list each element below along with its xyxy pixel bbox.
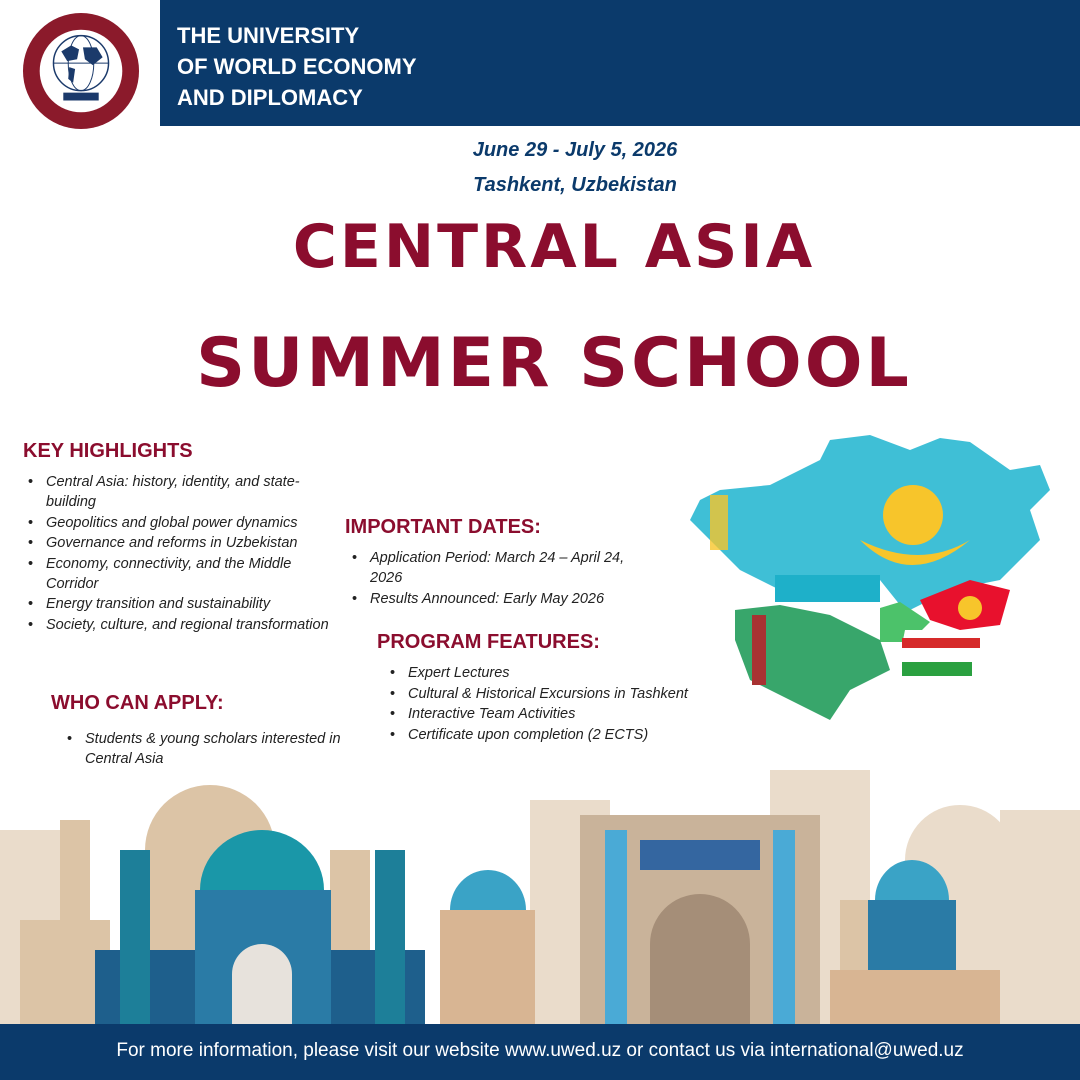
list-item: • Cultural & Historical Excursions in Tashkent — [386, 684, 696, 704]
highlights-heading: KEY HIGHLIGHTS — [23, 440, 193, 462]
features-list — [386, 663, 696, 745]
title-line-2: SUMMER SCHOOL — [196, 324, 912, 403]
university-name-line: THE UNIVERSITY — [177, 23, 360, 48]
tashkent-skyline-illustration — [0, 770, 1080, 1024]
title-line-1: CENTRAL ASIA — [292, 212, 816, 282]
sun-icon — [883, 485, 943, 545]
dates-list — [348, 548, 658, 609]
list-item: • Central Asia: history, identity, and state-building — [24, 472, 334, 512]
highlights-list — [24, 472, 334, 635]
list-item: • Application Period: March 24 – April 24, 2026 — [348, 548, 658, 588]
list-item: • Society, culture, and regional transformation — [24, 615, 334, 635]
event-location: Tashkent, Uzbekistan — [473, 174, 677, 196]
university-name-line: OF WORLD ECONOMY — [177, 54, 417, 79]
list-item: • Certificate upon completion (2 ECTS) — [386, 725, 696, 745]
university-name-line: AND DIPLOMACY — [177, 85, 363, 110]
list-item: • Results Announced: Early May 2026 — [348, 589, 658, 609]
list-item: • Geopolitics and global power dynamics — [24, 513, 334, 533]
who-list — [63, 729, 383, 770]
list-item: • Interactive Team Activities — [386, 704, 696, 724]
event-dates: June 29 - July 5, 2026 — [472, 139, 678, 161]
list-item: • Economy, connectivity, and the Middle Corridor — [24, 554, 334, 594]
university-logo — [22, 12, 140, 130]
list-item: • Governance and reforms in Uzbekistan — [24, 533, 334, 553]
central-asia-flag-map — [680, 430, 1060, 725]
features-heading: PROGRAM FEATURES: — [377, 631, 600, 653]
list-item: • Energy transition and sustainability — [24, 594, 334, 614]
who-heading: WHO CAN APPLY: — [51, 692, 224, 714]
dates-heading: IMPORTANT DATES: — [345, 516, 541, 538]
university-name — [177, 20, 417, 113]
footer-contact: For more information, please visit our website www.uwed.uz or contact us via international@uwed.uz — [0, 1024, 1080, 1080]
list-item: • Students & young scholars interested in Central Asia — [63, 729, 383, 769]
list-item: • Expert Lectures — [386, 663, 696, 683]
